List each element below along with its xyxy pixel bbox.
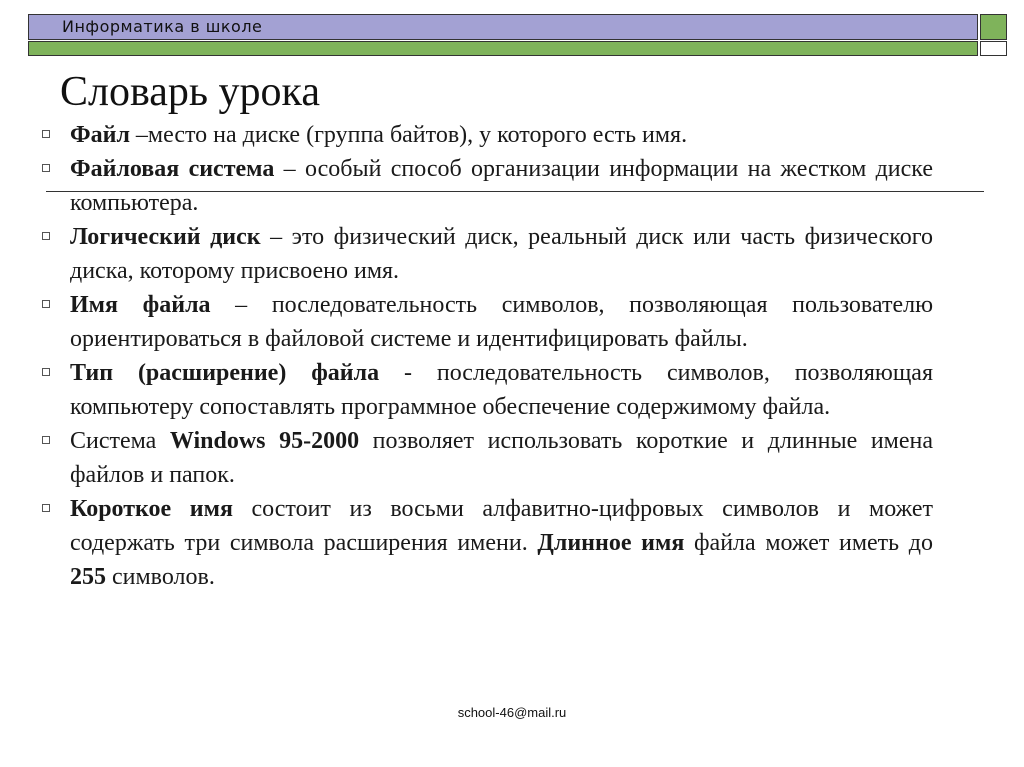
- term-bold: Длинное имя: [537, 530, 685, 556]
- list-item: [40, 288, 933, 356]
- term-text: файла может иметь до: [684, 530, 933, 556]
- list-item: [40, 424, 933, 492]
- square-bullet-icon: [42, 232, 50, 240]
- term-text: состоит из восьми алфавитно-цифровых символов и может содержать три символа расширения имени.: [70, 496, 934, 556]
- square-bullet-icon: [42, 130, 50, 138]
- square-bullet-icon: [42, 436, 50, 444]
- square-bullet-icon: [42, 300, 50, 308]
- term-text: позволяет использовать короткие и длинные имена файлов и папок.: [70, 428, 933, 488]
- term-text: – это физический диск, реальный диск или часть физического диска, которому присвоено имя.: [70, 224, 934, 284]
- square-bullet-icon: [42, 368, 50, 376]
- list-item: [40, 220, 933, 288]
- list-item: [40, 118, 933, 152]
- term-bold: Имя файла: [70, 292, 211, 318]
- term-bold: Тип (расширение) файла: [70, 360, 380, 386]
- term-bold: Файловая система: [70, 156, 275, 182]
- list-item: [40, 356, 933, 424]
- term-bold: Короткое имя: [70, 496, 233, 522]
- item-text: [70, 122, 687, 148]
- item-text: [70, 156, 933, 216]
- square-bullet-icon: [42, 504, 50, 512]
- item-text: [70, 428, 933, 488]
- term-bold: Windows 95-2000: [169, 428, 360, 454]
- term-text: – последовательность символов, позволяющая пользователю ориентироваться в файловой системе и идентифицировать файлы.: [70, 292, 933, 352]
- footer-email: school-46@mail.ru: [457, 705, 567, 720]
- green-bar: [28, 41, 978, 56]
- header-bar: [28, 14, 978, 40]
- item-text: [70, 496, 933, 590]
- term-text: – особый способ организации информации на жестком диске компьютера.: [70, 156, 934, 216]
- term-text: –место на диске (группа байтов), у которого есть имя.: [129, 122, 688, 148]
- term-text: - последовательность символов, позволяющая компьютеру сопоставлять программное обеспечение содержимому файла.: [70, 360, 933, 420]
- corner-block-bottom: [980, 41, 1007, 56]
- term-bold: Логический диск: [70, 224, 261, 250]
- list-item: [40, 152, 933, 220]
- square-bullet-icon: [42, 164, 50, 172]
- item-text: [70, 224, 933, 284]
- item-text: [70, 360, 933, 420]
- header-title: Информатика в школе: [62, 17, 263, 36]
- definition-list: [40, 118, 933, 594]
- slide-title: Словарь урока: [60, 69, 320, 115]
- list-item: [40, 492, 933, 594]
- item-text: [70, 292, 933, 352]
- term-text: символов.: [106, 564, 215, 590]
- corner-block-top: [980, 14, 1007, 40]
- term-text: Система: [70, 428, 170, 454]
- term-bold: 255: [70, 564, 106, 590]
- term-bold: Файл: [70, 122, 130, 148]
